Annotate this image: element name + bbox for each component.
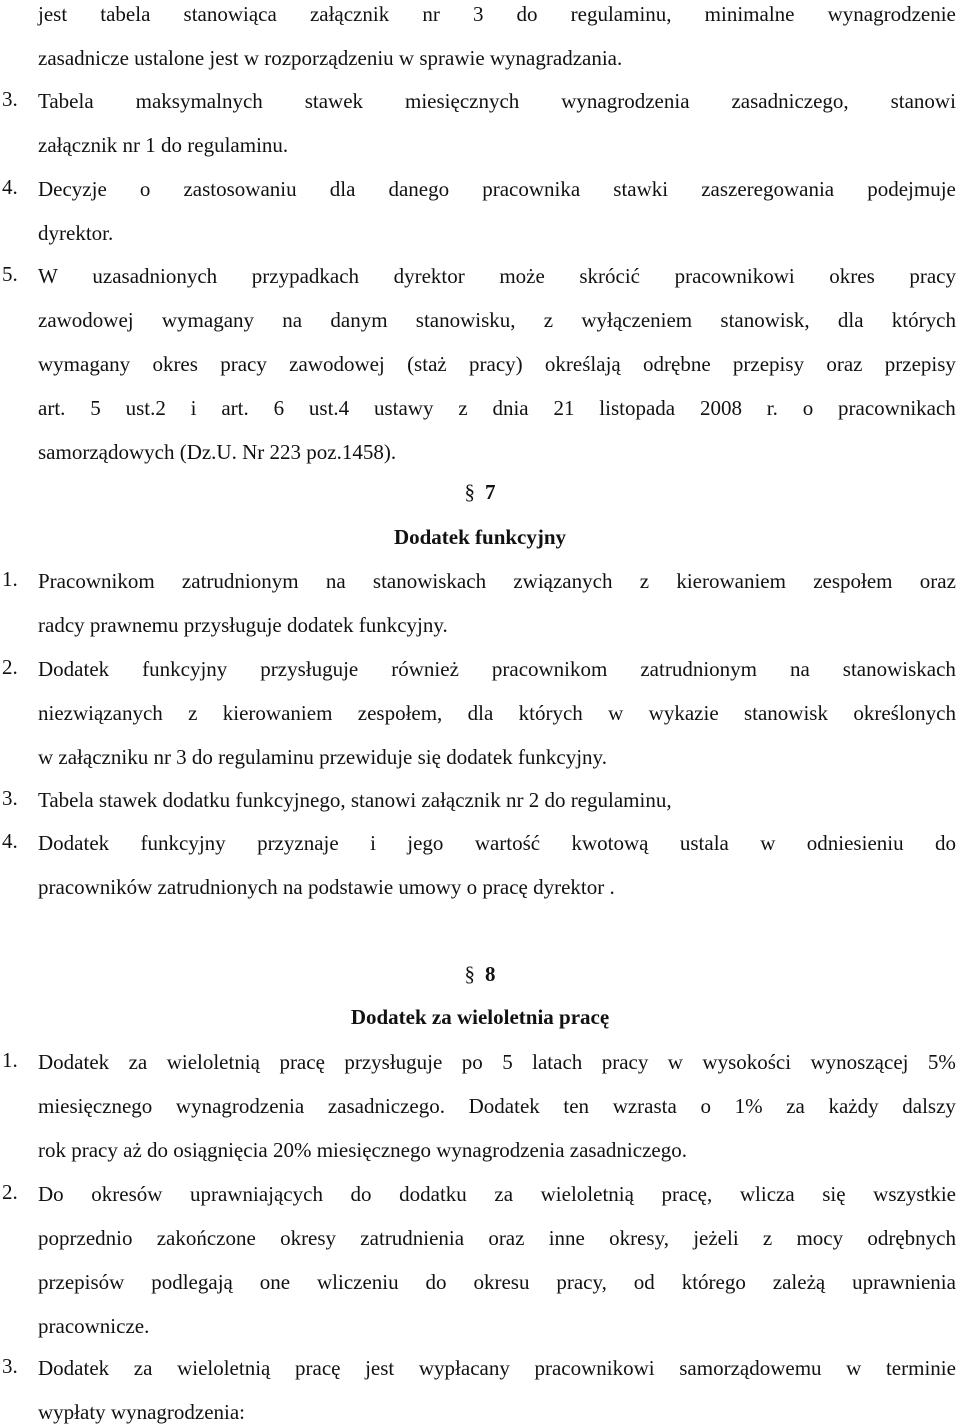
word: oraz bbox=[826, 352, 863, 376]
word: 5 bbox=[502, 1050, 513, 1074]
word: na bbox=[789, 657, 810, 681]
word: pracy) bbox=[469, 352, 523, 376]
word: okres bbox=[152, 352, 198, 376]
word: odrębne bbox=[643, 352, 711, 376]
word: wieloletnią bbox=[166, 1050, 260, 1074]
word: zawodowej bbox=[289, 352, 385, 376]
word: za bbox=[494, 1182, 514, 1206]
word: dalszy bbox=[902, 1094, 956, 1118]
item-line: dyrektor. bbox=[38, 221, 114, 245]
item-line: Tabela stawek dodatku funkcyjnego, stanowi załącznik nr 2 do regulaminu, bbox=[38, 788, 672, 812]
word: funkcyjny bbox=[140, 831, 226, 855]
word: którego bbox=[681, 1270, 746, 1294]
word: one bbox=[259, 1270, 291, 1294]
word: ten bbox=[563, 1094, 590, 1118]
item-line: pracowników zatrudnionych na podstawie umowy o pracę dyrektor . bbox=[38, 875, 615, 899]
word: stawki bbox=[613, 177, 669, 201]
word: pracy bbox=[909, 264, 956, 288]
word: załącznik bbox=[309, 2, 390, 26]
section-7-number bbox=[0, 480, 960, 505]
word: przepisy bbox=[884, 352, 956, 376]
word: przysługuje bbox=[344, 1050, 443, 1074]
word: uprawniających bbox=[190, 1182, 323, 1206]
word: określonych bbox=[853, 701, 956, 725]
word: za bbox=[133, 1356, 153, 1380]
word: uprawnienia bbox=[852, 1270, 956, 1294]
word: (staż bbox=[407, 352, 447, 376]
item-line bbox=[38, 1354, 956, 1398]
item-line bbox=[38, 350, 956, 394]
word: po bbox=[461, 1050, 483, 1074]
word: pracę bbox=[295, 1356, 341, 1380]
word: nr bbox=[422, 2, 440, 26]
item-number: 4. bbox=[2, 175, 18, 199]
item-line bbox=[38, 306, 956, 350]
word: kierowaniem bbox=[222, 701, 333, 725]
word: jego bbox=[407, 831, 444, 855]
word: przysługuje bbox=[260, 657, 359, 681]
word: mocy bbox=[796, 1226, 844, 1250]
word: dla bbox=[329, 177, 356, 201]
word: przepisy bbox=[732, 352, 805, 376]
item-line bbox=[38, 1092, 956, 1136]
word: stanowiskach bbox=[372, 569, 487, 593]
word: wykazie bbox=[648, 701, 719, 725]
word: określają bbox=[544, 352, 621, 376]
word: i bbox=[370, 831, 376, 855]
word: W bbox=[38, 264, 58, 288]
word: do bbox=[350, 1182, 372, 1206]
word: miesięcznych bbox=[405, 89, 520, 113]
word: 5 bbox=[90, 396, 101, 420]
word: wymagany bbox=[38, 352, 131, 376]
word: stanowisku, bbox=[415, 308, 516, 332]
word: 21 bbox=[553, 396, 575, 420]
word: wszystkie bbox=[873, 1182, 956, 1206]
word: Dodatek bbox=[468, 1094, 540, 1118]
word: może bbox=[499, 264, 545, 288]
word: Dodatek bbox=[38, 657, 110, 681]
word: Dodatek bbox=[38, 1050, 110, 1074]
word: jest bbox=[38, 2, 68, 26]
item-line: radcy prawnemu przysługuje dodatek funkcyjny. bbox=[38, 613, 448, 637]
word: się bbox=[822, 1182, 846, 1206]
word: na bbox=[282, 308, 303, 332]
word: z bbox=[543, 308, 554, 332]
word: wynagrodzenie bbox=[827, 2, 956, 26]
word: o bbox=[802, 396, 814, 420]
word: kierowaniem bbox=[676, 569, 786, 593]
word: Dodatek bbox=[38, 1356, 110, 1380]
word: jest bbox=[365, 1356, 395, 1380]
word: wzrasta bbox=[612, 1094, 677, 1118]
word: dla bbox=[837, 308, 864, 332]
word: zespołem, bbox=[357, 701, 443, 725]
word: danym bbox=[330, 308, 388, 332]
word: za bbox=[786, 1094, 805, 1118]
item-line bbox=[38, 1048, 956, 1092]
section-8-title: Dodatek za wieloletnia pracę bbox=[350, 1005, 610, 1029]
word: na bbox=[325, 569, 346, 593]
word: wynoszącej bbox=[810, 1050, 909, 1074]
word: 5% bbox=[927, 1050, 956, 1074]
word: wieloletnią bbox=[177, 1356, 271, 1380]
word: do bbox=[516, 2, 538, 26]
word: odrębnych bbox=[867, 1226, 956, 1250]
word: wypłacany bbox=[418, 1356, 510, 1380]
item-number: 2. bbox=[2, 1180, 18, 1204]
word: wynagrodzenia bbox=[175, 1094, 305, 1118]
word: okresu bbox=[473, 1270, 530, 1294]
word: zatrudnienia bbox=[360, 1226, 465, 1250]
word: Do bbox=[38, 1182, 64, 1206]
word: samorządowemu bbox=[679, 1356, 822, 1380]
word: oraz bbox=[488, 1226, 525, 1250]
word: o bbox=[139, 177, 151, 201]
word: latach bbox=[532, 1050, 583, 1074]
word: w bbox=[846, 1356, 862, 1380]
word: do bbox=[425, 1270, 447, 1294]
word: wysokości bbox=[702, 1050, 792, 1074]
word: zasadniczego, bbox=[731, 89, 849, 113]
word: miesięcznego bbox=[38, 1094, 153, 1118]
item-line bbox=[38, 87, 956, 131]
word: wieloletnią bbox=[540, 1182, 634, 1206]
word: 3 bbox=[472, 2, 484, 26]
word: okres bbox=[829, 264, 875, 288]
item-line: wypłaty wynagrodzenia: bbox=[38, 1400, 246, 1424]
item-line bbox=[38, 1180, 956, 1224]
word: zasadniczego. bbox=[327, 1094, 445, 1118]
word: z bbox=[639, 569, 650, 593]
word: ust.4 bbox=[308, 396, 350, 420]
word: art. bbox=[38, 396, 66, 420]
word: pracy bbox=[601, 1050, 649, 1074]
word: tabela bbox=[100, 2, 151, 26]
word: podejmuje bbox=[867, 177, 956, 201]
word: oraz bbox=[919, 569, 956, 593]
word: okresów bbox=[91, 1182, 163, 1206]
item-number: 5. bbox=[2, 262, 18, 286]
word: wartość bbox=[474, 831, 541, 855]
intro-line-2: zasadnicze ustalone jest w rozporządzeniu w sprawie wynagradzania. bbox=[38, 46, 623, 70]
word: każdy bbox=[828, 1094, 879, 1118]
word: 1% bbox=[734, 1094, 763, 1118]
word: r. bbox=[766, 396, 778, 420]
word: okresy bbox=[280, 1226, 337, 1250]
word: zależą bbox=[772, 1270, 826, 1294]
word: funkcyjny bbox=[142, 657, 228, 681]
word: minimalne bbox=[704, 2, 795, 26]
word: wymagany bbox=[161, 308, 255, 332]
word: dnia bbox=[492, 396, 529, 420]
word: pracownikom bbox=[491, 657, 608, 681]
word: których bbox=[891, 308, 956, 332]
word: pracy, bbox=[556, 1270, 607, 1294]
word: i bbox=[190, 396, 197, 420]
word: pracę bbox=[279, 1050, 325, 1074]
word: których bbox=[518, 701, 583, 725]
word: pracownikach bbox=[838, 396, 956, 420]
item-number: 2. bbox=[2, 655, 18, 679]
word: Pracownikom bbox=[38, 569, 155, 593]
item-line: rok pracy aż do osiągnięcia 20% miesięcznego wynagrodzenia zasadniczego. bbox=[38, 1138, 687, 1162]
word: ustala bbox=[679, 831, 729, 855]
word: w bbox=[760, 831, 776, 855]
word: wynagrodzenia bbox=[561, 89, 690, 113]
word: pracy bbox=[220, 352, 267, 376]
word: ust.2 bbox=[125, 396, 166, 420]
item-line bbox=[38, 175, 956, 219]
item-line bbox=[38, 1268, 956, 1312]
word: danego bbox=[388, 177, 450, 201]
item-number: 4. bbox=[2, 829, 18, 853]
word: dyrektor bbox=[393, 264, 465, 288]
item-number: 1. bbox=[2, 1048, 18, 1072]
word: stanowiskach bbox=[842, 657, 956, 681]
word: pracownikowi bbox=[534, 1356, 655, 1380]
word: Tabela bbox=[38, 89, 94, 113]
word: 6 bbox=[273, 396, 285, 420]
word: regulaminu, bbox=[570, 2, 672, 26]
word: kwotową bbox=[571, 831, 649, 855]
word: zespołem bbox=[813, 569, 893, 593]
word: zaszeregowania bbox=[701, 177, 835, 201]
word: stanowi bbox=[890, 89, 956, 113]
word: art. bbox=[221, 396, 249, 420]
word: wyłączeniem bbox=[581, 308, 693, 332]
word: podlegają bbox=[151, 1270, 233, 1294]
item-line: pracownicze. bbox=[38, 1314, 150, 1338]
word: o bbox=[700, 1094, 711, 1118]
word: zatrudnionym bbox=[181, 569, 299, 593]
item-line bbox=[38, 1224, 956, 1268]
item-number: 3. bbox=[2, 87, 18, 111]
word: okresy, bbox=[609, 1226, 669, 1250]
word: stanowisk bbox=[743, 701, 828, 725]
item-number: 3. bbox=[2, 1354, 18, 1378]
intro-line-1 bbox=[38, 0, 956, 44]
word: jeżeli bbox=[693, 1226, 739, 1250]
word: listopada bbox=[599, 396, 676, 420]
section-7-title: Dodatek funkcyjny bbox=[393, 525, 567, 549]
section-sign: § bbox=[464, 962, 475, 986]
word: z bbox=[458, 396, 468, 420]
word: do bbox=[934, 831, 956, 855]
word: Decyzje bbox=[38, 177, 107, 201]
word: Dodatek bbox=[38, 831, 110, 855]
section-number: 7 bbox=[485, 480, 496, 504]
word: maksymalnych bbox=[135, 89, 263, 113]
item-line bbox=[38, 699, 956, 743]
section-8-number bbox=[0, 962, 960, 987]
item-line bbox=[38, 829, 956, 873]
section-sign: § bbox=[464, 480, 475, 504]
word: w bbox=[608, 701, 624, 725]
word: odniesieniu bbox=[806, 831, 904, 855]
word: przypadkach bbox=[251, 264, 360, 288]
word: pracownikowi bbox=[674, 264, 795, 288]
item-line bbox=[38, 394, 956, 438]
word: od bbox=[633, 1270, 655, 1294]
item-line: samorządowych (Dz.U. Nr 223 poz.1458). bbox=[38, 440, 397, 464]
word: zawodowej bbox=[38, 308, 134, 332]
word: również bbox=[391, 657, 459, 681]
word: poprzednio bbox=[38, 1226, 133, 1250]
word: 2008 bbox=[699, 396, 742, 420]
word: pracownika bbox=[482, 177, 581, 201]
item-line bbox=[38, 262, 956, 306]
word: stanowiąca bbox=[183, 2, 277, 26]
item-number: 1. bbox=[2, 567, 18, 591]
item-line: w załączniku nr 3 do regulaminu przewiduje się dodatek funkcyjny. bbox=[38, 745, 607, 769]
word: skrócić bbox=[579, 264, 641, 288]
word: z bbox=[188, 701, 198, 725]
word: wlicza bbox=[739, 1182, 795, 1206]
word: uzasadnionych bbox=[92, 264, 218, 288]
word: terminie bbox=[885, 1356, 956, 1380]
item-number: 3. bbox=[2, 786, 18, 810]
word: związanych bbox=[513, 569, 613, 593]
word: zatrudnionym bbox=[640, 657, 757, 681]
word: z bbox=[762, 1226, 773, 1250]
word: pracę, bbox=[661, 1182, 713, 1206]
word: stawek bbox=[304, 89, 364, 113]
word: niezwiązanych bbox=[38, 701, 163, 725]
word: wliczeniu bbox=[317, 1270, 399, 1294]
word: zastosowaniu bbox=[183, 177, 297, 201]
word: inne bbox=[548, 1226, 585, 1250]
section-number: 8 bbox=[485, 962, 496, 986]
word: zakończone bbox=[156, 1226, 256, 1250]
item-line bbox=[38, 567, 956, 611]
word: przepisów bbox=[38, 1270, 125, 1294]
word: dla bbox=[467, 701, 494, 725]
item-line bbox=[38, 655, 956, 699]
word: dodatku bbox=[399, 1182, 467, 1206]
word: ustawy bbox=[373, 396, 434, 420]
item-line: załącznik nr 1 do regulaminu. bbox=[38, 133, 289, 157]
word: stanowisk, bbox=[720, 308, 810, 332]
word: za bbox=[128, 1050, 148, 1074]
word: przyznaje bbox=[257, 831, 339, 855]
word: w bbox=[667, 1050, 683, 1074]
